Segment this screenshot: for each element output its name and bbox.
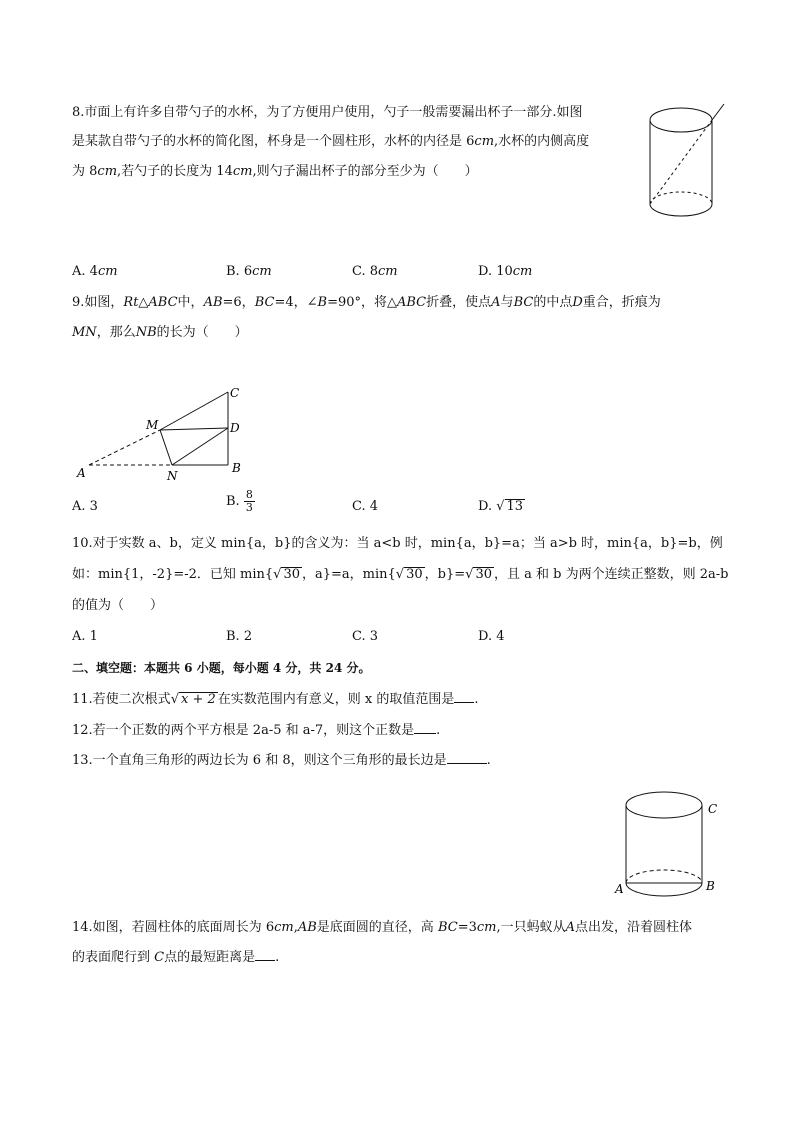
- q9-option-a[interactable]: A. 3: [72, 499, 98, 514]
- q9-math: ABC: [397, 295, 427, 310]
- q10-text: ，且 a 和 b 为两个连续正整数，则 2a-b: [493, 567, 729, 582]
- segment-MN: [160, 430, 172, 465]
- fraction-eight-thirds: [244, 489, 255, 514]
- q11-text: 在实数范围内有意义，则 x 的取值范围是: [217, 692, 455, 707]
- q9-line2: [72, 323, 248, 343]
- q9-line1: [72, 293, 661, 313]
- label-B: B: [706, 879, 715, 893]
- q9-math: MN: [72, 325, 97, 340]
- q12-line: [72, 721, 440, 741]
- q14-text: =3: [457, 920, 477, 935]
- q8-cup-figure: [640, 100, 730, 225]
- q9-option-d[interactable]: D. √ 13: [478, 499, 524, 514]
- sqrt-radicand: 13: [506, 499, 524, 514]
- q14-math: AB: [297, 920, 317, 935]
- label-A: A: [77, 466, 86, 480]
- fraction-numerator: 8: [245, 488, 253, 501]
- q9-option-b[interactable]: [226, 489, 255, 514]
- q14-text: ,: [293, 920, 298, 935]
- q14-text: .: [275, 950, 280, 965]
- q14-text: 14.如图，若圆柱体的底面周长为: [72, 920, 266, 935]
- q9-option-c[interactable]: C. 4: [352, 499, 379, 514]
- q10-text: ，a}=a，min{: [302, 567, 396, 582]
- q8-unit: cm: [97, 164, 118, 179]
- spoon-inside: [650, 120, 712, 204]
- answer-blank[interactable]: [454, 690, 474, 703]
- q13-text: .: [486, 753, 491, 768]
- q8-spoon-value: 14: [216, 164, 233, 179]
- q8-option-a[interactable]: [72, 263, 118, 281]
- option-unit: cm: [378, 264, 398, 279]
- q9-math: A: [491, 295, 501, 310]
- q14-math: A: [565, 920, 575, 935]
- q9-math: BC: [513, 295, 534, 310]
- option-text: A. 4: [72, 264, 98, 279]
- q8-option-b[interactable]: [226, 263, 272, 281]
- q14-text: 点的最短距离是: [164, 950, 256, 965]
- q9-text: =4，∠: [274, 295, 318, 310]
- q8-text: 为: [72, 164, 90, 179]
- option-unit: cm: [97, 264, 118, 279]
- label-D: D: [230, 421, 240, 435]
- spoon-outside: [712, 104, 724, 120]
- sqrt-radicand: 30: [283, 567, 300, 582]
- label-A: A: [615, 882, 624, 896]
- q14-math: BC: [437, 920, 458, 935]
- q8-unit: cm: [474, 134, 495, 149]
- q9-text: 与: [500, 295, 514, 310]
- q14-text: 的表面爬行到: [72, 950, 155, 965]
- q9-triangle-figure: [70, 382, 250, 482]
- q10-line1: 10.对于实数 a、b，定义 min{a，b}的含义为：当 a<b 时，min{a，b}=a；当 a>b 时，min{a，b}=b，例: [72, 536, 723, 551]
- label-C: C: [708, 802, 718, 816]
- q8-text: ,水杯的内侧高度: [494, 134, 590, 149]
- sqrt-radicand: x + 2: [180, 692, 216, 707]
- fraction-denominator: 3: [245, 501, 253, 514]
- q8-line1: 8.市面上有许多自带勺子的水杯，为了方便用户使用，勺子一般需要漏出杯子一部分.如图: [72, 105, 583, 120]
- q10-line3: 的值为（ ）: [72, 598, 164, 613]
- q9-math: BC: [254, 295, 275, 310]
- label-N: N: [167, 469, 178, 482]
- option-text: D.: [478, 499, 493, 514]
- q9-text: ，那么: [96, 325, 136, 340]
- q8-text: ,若勺子的长度为: [117, 164, 217, 179]
- q14-line1: [72, 918, 692, 938]
- q10-option-d[interactable]: D. 4: [478, 629, 505, 644]
- option-text: B. 6: [226, 264, 253, 279]
- q10-text: 如：min{1，-2}=-2．已知 min{: [72, 567, 274, 582]
- q14-unit: cm: [476, 920, 497, 935]
- q10-line2: 如：min{1，-2}=-2．已知 min{√ 30 ，a}=a，min{√ 30 ，b}=√ 30 ，且 a 和 b 为两个连续正整数，则 2a-b: [72, 567, 729, 582]
- q10-option-c[interactable]: C. 3: [352, 629, 379, 644]
- sqrt-radicand: 30: [475, 567, 492, 582]
- q12-text: .: [436, 723, 441, 738]
- q8-option-d[interactable]: [478, 263, 532, 281]
- segment-AM-dashed: [89, 430, 160, 465]
- answer-blank[interactable]: [414, 721, 436, 734]
- q8-unit: cm: [232, 164, 253, 179]
- q10-text: ，b}=: [424, 567, 466, 582]
- option-unit: cm: [512, 264, 533, 279]
- option-text: D. 10: [478, 264, 513, 279]
- q9-text: 中，: [177, 295, 204, 310]
- segment-MC: [160, 392, 228, 430]
- q14-unit: cm: [274, 920, 294, 935]
- q9-math: Rt△ABC: [123, 295, 178, 310]
- q9-text: 9.如图，: [72, 295, 124, 310]
- q8-line3: [72, 162, 478, 182]
- q14-cylinder-figure: [612, 784, 732, 899]
- section-heading: 二、填空题：本题共 6 小题，每小题 4 分，共 24 分。: [72, 661, 371, 675]
- option-unit: cm: [252, 264, 272, 279]
- cup-bottom-front: [650, 204, 712, 216]
- label-C: C: [230, 386, 240, 400]
- q8-option-c[interactable]: [352, 263, 398, 281]
- q9-text: 的长为（ ）: [156, 325, 248, 340]
- q11-text: 11.若使二次根式: [72, 692, 171, 707]
- label-B: B: [232, 461, 241, 475]
- q14-math: C: [154, 950, 165, 965]
- q8-height-value: 8: [89, 164, 98, 179]
- q10-option-b[interactable]: B. 2: [226, 629, 253, 644]
- q9-text: 的中点: [533, 295, 573, 310]
- q9-text: =90°，将△: [327, 295, 397, 310]
- cylinder-top-ellipse: [626, 792, 702, 818]
- q9-text: 重合，折痕为: [582, 295, 661, 310]
- q9-math: B: [317, 295, 328, 310]
- q8-text: 是某款自带勺子的水杯的简化图，杯身是一个圆柱形，水杯的内径是: [72, 134, 467, 149]
- q14-text: ,一只蚂蚁从: [496, 920, 566, 935]
- q12-text: 12.若一个正数的两个平方根是 2a-5 和 a-7，则这个正数是: [72, 723, 415, 738]
- q13-text: 13.一个直角三角形的两边长为 6 和 8，则这个三角形的最长边是: [72, 753, 447, 768]
- q10-option-a[interactable]: A. 1: [72, 629, 98, 644]
- q9-text: 折叠，使点: [426, 295, 492, 310]
- sqrt-radicand: 30: [406, 567, 423, 582]
- q14-text: 点出发，沿着圆柱体: [575, 920, 693, 935]
- q9-math: D: [572, 295, 583, 310]
- segment-ND: [172, 428, 228, 465]
- q14-value: 6: [265, 920, 275, 935]
- q14-line2: [72, 948, 279, 968]
- q9-text: =6，: [222, 295, 255, 310]
- cylinder-bottom-front: [626, 883, 702, 896]
- answer-blank[interactable]: [447, 751, 487, 764]
- q8-diameter-value: 6: [466, 134, 475, 149]
- option-text: C. 8: [352, 264, 379, 279]
- cylinder-bottom-back: [626, 870, 702, 883]
- q9-math: NB: [135, 325, 157, 340]
- cup-top-ellipse: [650, 108, 712, 132]
- q9-math: AB: [203, 295, 223, 310]
- q13-line: [72, 751, 491, 771]
- answer-blank[interactable]: [255, 948, 275, 961]
- segment-MD: [160, 428, 228, 430]
- q11-text: .: [474, 692, 479, 707]
- q11-line: 11.若使二次根式√ x + 2 在实数范围内有意义，则 x 的取值范围是 .: [72, 692, 479, 707]
- option-text: B.: [226, 494, 240, 509]
- label-M: M: [146, 418, 159, 432]
- q8-text: ,则勺子漏出杯子的部分至少为（ ）: [252, 164, 478, 179]
- q8-line2: [72, 132, 589, 152]
- q14-text: 是底面圆的直径，高: [316, 920, 438, 935]
- cup-bottom-back: [650, 192, 712, 204]
